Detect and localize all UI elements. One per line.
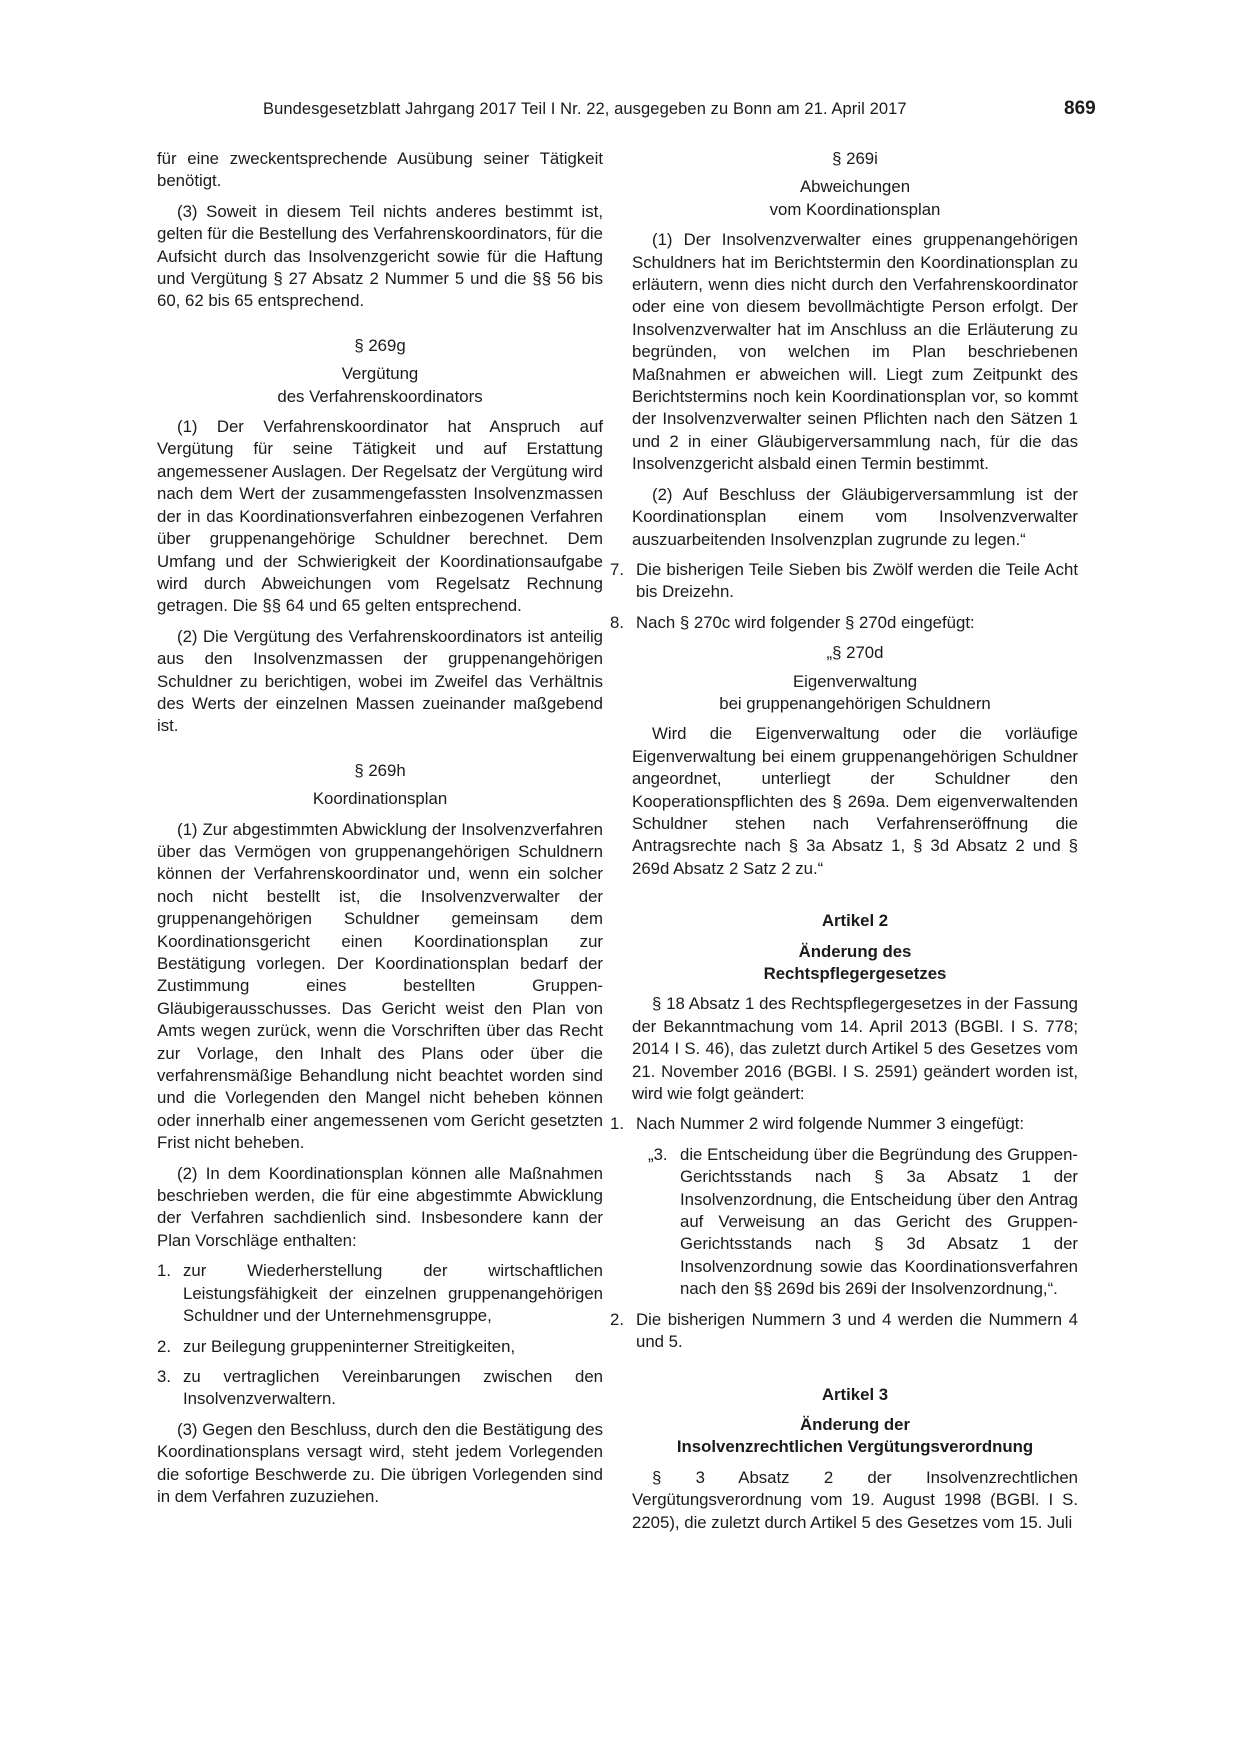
list-number: 1. bbox=[157, 1261, 171, 1281]
list-item bbox=[610, 612, 1078, 634]
page-header bbox=[0, 100, 1241, 124]
article-2-title bbox=[632, 941, 1078, 986]
section-title-line: des Verfahrenskoordinators bbox=[277, 386, 483, 406]
section-270d-heading: „§ 270d bbox=[826, 643, 884, 663]
list-number: 8. bbox=[610, 612, 624, 632]
section-269g-heading: § 269g bbox=[354, 335, 406, 355]
section-title-line: Vergütung bbox=[341, 364, 419, 384]
right-column bbox=[610, 148, 1078, 1542]
section-269h-paragraph-1: (1) Zur abgestimmten Abwicklung der Insolvenzverfahren über das Vermögen von gruppenangehörigen Schuldnern können der Verfahrenskoordinator und, wenn ein solcher noch nicht bestellt ist, die Insolvenzverwalter der gruppenangehörigen Schuldner gemeinsam dem Koordinationsgericht einen Koordinationsplan zur Bestätigung vorlegen. Der Koordinationsplan bedarf der Zustimmung eines bestellten Gruppen-Gläubigerausschusses. Das Gericht weist den Plan von Amts wegen zurück, wenn die Vorschriften über das Recht zur Vorlage, den Inhalt des Plans oder über die verfahrensmäßige Behandlung nicht beachtet worden sind und die Vorlegenden den Mangel nicht beheben können oder innerhalb einer angemessenen vom Gericht gesetzten Frist nicht beheben. bbox=[157, 819, 603, 1153]
article-3-heading: Artikel 3 bbox=[821, 1384, 889, 1404]
list-text: Nach Nummer 2 wird folgende Nummer 3 eingefügt: bbox=[636, 1114, 1025, 1134]
list-number: 7. bbox=[610, 559, 624, 579]
section-269i-heading: § 269i bbox=[832, 149, 878, 168]
quoted-list-item bbox=[648, 1144, 1078, 1301]
article-2-intro: § 18 Absatz 1 des Rechtspflegergesetzes in der Fassung der Bekanntmachung vom 14. April 2013 (BGBl. I S. 778; 2014 I S. 46), das zuletzt durch Artikel 5 des Gesetzes vom 21. November 2016 (BGBl. I S. 2591) geändert worden ist, wird wie folgt geändert: bbox=[632, 994, 1078, 1104]
article-title-line: Änderung des bbox=[798, 941, 912, 961]
article-title-line: Insolvenzrechtlichen Vergütungsverordnung bbox=[676, 1437, 1034, 1457]
list-text: zur Beilegung gruppeninterner Streitigkeiten, bbox=[183, 1336, 516, 1356]
page-number: 869 bbox=[1064, 98, 1096, 119]
section-269g-title bbox=[157, 363, 603, 408]
section-title-line: bei gruppenangehörigen Schuldnern bbox=[719, 693, 991, 713]
article-2-heading: Artikel 2 bbox=[821, 911, 889, 931]
list-text: zu vertraglichen Vereinbarungen zwischen den Insolvenzverwaltern. bbox=[183, 1366, 603, 1409]
section-title-line: Abweichungen bbox=[799, 177, 911, 197]
section-269h-title bbox=[157, 788, 603, 810]
section-270d-title bbox=[632, 671, 1078, 716]
section-270d-paragraph: Wird die Eigenverwaltung oder die vorläufige Eigenverwaltung bei einem gruppenangehörigen Schuldner angeordnet, unterliegt der Schuldner den Kooperationspflichten des § 269a. Dem eigenverwaltenden Schuldner stehen nach Verfahrenseröffnung die Antragsrechte nach § 3a Absatz 1, § 3d Absatz 2 und § 269d Absatz 2 Satz 2 zu.“ bbox=[632, 724, 1078, 878]
list-item bbox=[610, 1309, 1078, 1354]
section-269i-paragraph-2: (2) Auf Beschluss der Gläubigerversammlung ist der Koordinationsplan einem vom Insolvenzverwalter auszuarbeitenden Insolvenzplan zugrunde zu legen.“ bbox=[632, 484, 1078, 549]
list-text: Nach § 270c wird folgender § 270d eingefügt: bbox=[636, 612, 975, 632]
article-3-title bbox=[632, 1414, 1078, 1459]
list-item bbox=[157, 1366, 603, 1411]
list-text: zur Wiederherstellung der wirtschaftlichen Leistungsfähigkeit der einzelnen gruppenangehörigen Schuldner und der Unternehmensgruppe, bbox=[183, 1261, 603, 1326]
list-number: 2. bbox=[157, 1336, 171, 1356]
section-269i-paragraph-1: (1) Der Insolvenzverwalter eines gruppenangehörigen Schuldners hat im Berichtstermin den Koordinationsplan zu erläutern, wenn dies nicht durch den Verfahrenskoordinator oder eine von diesem bevollmächtigte Person erfolgt. Der Insolvenzverwalter hat im Anschluss an die Erläuterung zu begründen, von welchen im Plan beschriebenen Maßnahmen er abweichen will. Liegt zum Zeitpunkt des Berichtstermins noch kein Koordinationsplan vor, so kommt der Insolvenzverwalter seinen Pflichten nach den Sätzen 1 und 2 in einer Gläubigerversammlung nach, für die das Insolvenzgericht alsbald einen Termin bestimmt. bbox=[632, 230, 1078, 474]
section-269g-paragraph-1: (1) Der Verfahrenskoordinator hat Anspruch auf Vergütung für seine Tätigkeit und auf Erstattung angemessener Auslagen. Der Regelsatz der Vergütung wird nach dem Wert der zusammengefassten Insolvenzmassen der in das Koordinationsverfahren einbezogenen Verfahren über gruppenangehörige Schuldner berechnet. Dem Umfang und der Schwierigkeit der Koordinationsaufgabe wird durch Abweichungen vom Regelsatz Rechnung getragen. Die §§ 64 und 65 gelten entsprechend. bbox=[157, 417, 603, 616]
list-item bbox=[610, 559, 1078, 604]
list-text: Die bisherigen Nummern 3 und 4 werden die Nummern 4 und 5. bbox=[636, 1309, 1078, 1352]
section-269h-paragraph-3: (3) Gegen den Beschluss, durch den die Bestätigung des Koordinationsplans versagt wird, steht jedem Vorlegenden die sofortige Beschwerde zu. Die übrigen Vorlegenden sind in dem Verfahren zuzuziehen. bbox=[157, 1419, 603, 1506]
section-title-line: vom Koordinationsplan bbox=[769, 199, 941, 219]
list-item bbox=[610, 1113, 1078, 1135]
section-269h-paragraph-2: (2) In dem Koordinationsplan können alle Maßnahmen beschrieben werden, die für eine abgestimmte Abwicklung der Verfahren sachdienlich sind. Insbesondere kann der Plan Vorschläge enthalten: bbox=[157, 1163, 603, 1250]
section-title-line: Eigenverwaltung bbox=[792, 671, 918, 691]
article-title-line: Änderung der bbox=[799, 1414, 910, 1434]
list-item bbox=[157, 1260, 603, 1327]
section-269g-paragraph-2: (2) Die Vergütung des Verfahrenskoordinators ist anteilig aus den Insolvenzmassen der gruppenangehörigen Schuldner zu berichtigen, wobei im Zweifel das Verhältnis des Werts der einzelnen Massen zueinander maßgebend ist. bbox=[157, 626, 603, 736]
article-3-intro: § 3 Absatz 2 der Insolvenzrechtlichen Vergütungsverordnung vom 19. August 1998 (BGBl. I S. 2205), die zuletzt durch Artikel 5 des Gesetzes vom 15. Juli bbox=[632, 1467, 1078, 1532]
list-item bbox=[157, 1336, 603, 1358]
section-title-line: Koordinationsplan bbox=[312, 789, 448, 809]
continuation-paragraph: für eine zweckentsprechende Ausübung seiner Tätigkeit benötigt. bbox=[157, 149, 603, 191]
left-column bbox=[157, 148, 603, 1516]
gazette-title: Bundesgesetzblatt Jahrgang 2017 Teil I Nr. 22, ausgegeben zu Bonn am 21. April 2017 bbox=[263, 100, 907, 118]
list-number: 1. bbox=[610, 1114, 624, 1134]
article-title-line: Rechtspflegergesetzes bbox=[763, 964, 947, 983]
section-269i-title bbox=[632, 176, 1078, 221]
list-text: die Entscheidung über die Begründung des Gruppen-Gerichtsstands nach § 3a Absatz 1 der Insolvenzordnung, die Entscheidung über den Antrag auf Verweisung an das Gericht des Gruppen-Gerichtsstands nach § 3d Absatz 1 der Insolvenzordnung sowie das Koordinationsverfahren nach den §§ 269d bis 269i der Insolvenzordnung,“. bbox=[680, 1144, 1078, 1299]
section-269h-heading: § 269h bbox=[354, 760, 406, 780]
list-text: Die bisherigen Teile Sieben bis Zwölf werden die Teile Acht bis Dreizehn. bbox=[636, 559, 1078, 602]
list-number: 2. bbox=[610, 1309, 624, 1329]
list-number: 3. bbox=[157, 1366, 171, 1386]
list-number: „3. bbox=[648, 1144, 668, 1164]
paragraph-3: (3) Soweit in diesem Teil nichts anderes bestimmt ist, gelten für die Bestellung des Verfahrenskoordinators, für die Aufsicht durch das Insolvenzgericht sowie für die Haftung und Vergütung § 27 Absatz 2 Nummer 5 und die §§ 56 bis 60, 62 bis 65 entsprechend. bbox=[157, 201, 603, 311]
